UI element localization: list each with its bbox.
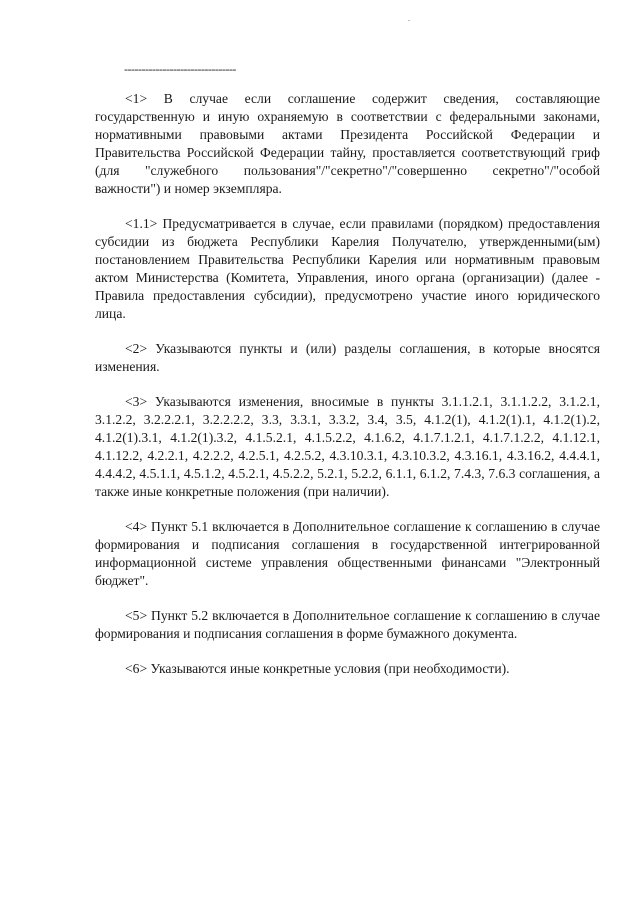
footnotes-list	[95, 90, 600, 695]
footnote-separator: --------------------------------	[124, 62, 236, 76]
footnote-4: <4> Пункт 5.1 включается в Дополнительное соглашение к соглашению в случае формирования и подписания соглашения в государственной интегрированной информационной системе управления общественными финансами "Электронный бюджет".	[95, 519, 600, 588]
footnote-2: <2> Указываются пункты и (или) разделы соглашения, в которые вносятся изменения.	[95, 341, 600, 374]
footnote-1-1: <1.1> Предусматривается в случае, если правилами (порядком) предоставления субсидии из бюджета Республики Карелия Получателю, утвержденными(ым) постановлением Правительства Республики Карелия или нормативным правовым актом Министерства (Комитета, Управления, иного органа (организации) (далее - Правила предоставления субсидии), предусмотрено участие иного юридического лица.	[95, 216, 600, 321]
scan-speck	[408, 20, 410, 21]
footnote-5: <5> Пункт 5.2 включается в Дополнительное соглашение к соглашению в случае формирования и подписания соглашения в форме бумажного документа.	[95, 608, 600, 641]
footnote-6: <6> Указываются иные конкретные условия (при необходимости).	[125, 661, 510, 676]
footnote-3: <3> Указываются изменения, вносимые в пункты 3.1.1.2.1, 3.1.1.2.2, 3.1.2.1, 3.1.2.2, 3.2.2.2.1, 3.2.2.2.2, 3.3, 3.3.1, 3.3.2, 3.4, 3.5, 4.1.2(1), 4.1.2(1).1, 4.1.2(1).2, 4.1.2(1).3.1, 4.1.2(1).3.2, 4.1.5.2.1, 4.1.5.2.2, 4.1.6.2, 4.1.7.1.2.1, 4.1.7.1.2.2, 4.1.12.1, 4.1.12.2, 4.2.2.1, 4.2.2.2, 4.2.5.1, 4.2.5.2, 4.3.10.3.1, 4.3.10.3.2, 4.3.16.1, 4.3.16.2, 4.4.4.1, 4.4.4.2, 4.5.1.1, 4.5.1.2, 4.5.2.1, 4.5.2.2, 5.2.1, 5.2.2, 6.1.1, 6.1.2, 7.4.3, 7.6.3 соглашения, а также иные конкретные положения (при наличии).	[95, 394, 600, 499]
footnote-1: <1> В случае если соглашение содержит сведения, составляющие государственную и иную охраняемую в соответствии с федеральными законами, нормативными правовыми актами Президента Российской Федерации и Правительства Российской Федерации тайну, проставляется соответствующий гриф (для "служебного пользования"/"секретно"/"совершенно секретно"/"особой важности") и номер экземпляра.	[95, 91, 600, 196]
